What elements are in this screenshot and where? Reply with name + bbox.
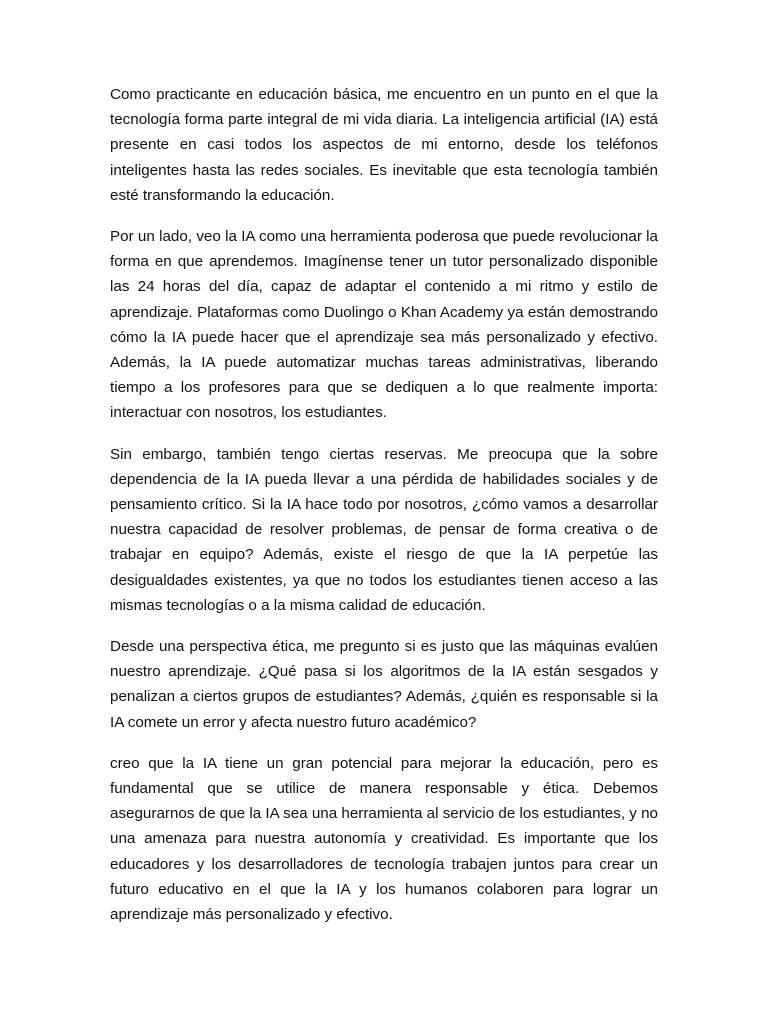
paragraph-1: Como practicante en educación básica, me encuentro en un punto en el que la tecnología forma parte integral de mi vida diaria. La inteligencia artificial (IA) está presente en casi todos los aspectos de mi entorno, desde los teléfonos inteligentes hasta las redes sociales. Es inevitable que esta tecnología también esté transformando la educación. [110, 86, 658, 204]
paragraph-4: Desde una perspectiva ética, me pregunto si es justo que las máquinas evalúen nuestro aprendizaje. ¿Qué pasa si los algoritmos de la IA están sesgados y penalizan a ciertos grupos de estudiantes? Además, ¿quién es responsable si la IA comete un error y afecta nuestro futuro académico? [110, 638, 658, 731]
paragraph-3: Sin embargo, también tengo ciertas reservas. Me preocupa que la sobre dependencia de la IA pueda llevar a una pérdida de habilidades sociales y de pensamiento crítico. Si la IA hace todo por nosotros, ¿cómo vamos a desarrollar nuestra capacidad de resolver problemas, de pensar de forma creativa o de trabajar en equipo? Además, existe el riesgo de que la IA perpetúe las desigualdades existentes, ya que no todos los estudiantes tienen acceso a las mismas tecnologías o a la misma calidad de educación. [110, 445, 658, 614]
paragraph-5: creo que la IA tiene un gran potencial para mejorar la educación, pero es fundamental que se utilice de manera responsable y ética. Debemos asegurarnos de que la IA sea una herramienta al servicio de los estudiantes, y no una amenaza para nuestra autonomía y creatividad. Es importante que los educadores y los desarrolladores de tecnología trabajen juntos para crear un futuro educativo en el que la IA y los humanos colaboren para lograr un aprendizaje más personalizado y efectivo. [110, 754, 658, 924]
paragraph-2: Por un lado, veo la IA como una herramienta poderosa que puede revolucionar la forma en que aprendemos. Imagínense tener un tutor personalizado disponible las 24 horas del día, capaz de adaptar el contenido a mi ritmo y estilo de aprendizaje. Plataformas como Duolingo o Khan Academy ya están demostrando cómo la IA puede hacer que el aprendizaje sea más personalizado y efectivo. Además, la IA puede automatizar muchas tareas administrativas, liberando tiempo a los profesores para que se dediquen a lo que realmente importa: interactuar con nosotros, los estudiantes. [110, 228, 658, 422]
document-body [110, 82, 658, 943]
